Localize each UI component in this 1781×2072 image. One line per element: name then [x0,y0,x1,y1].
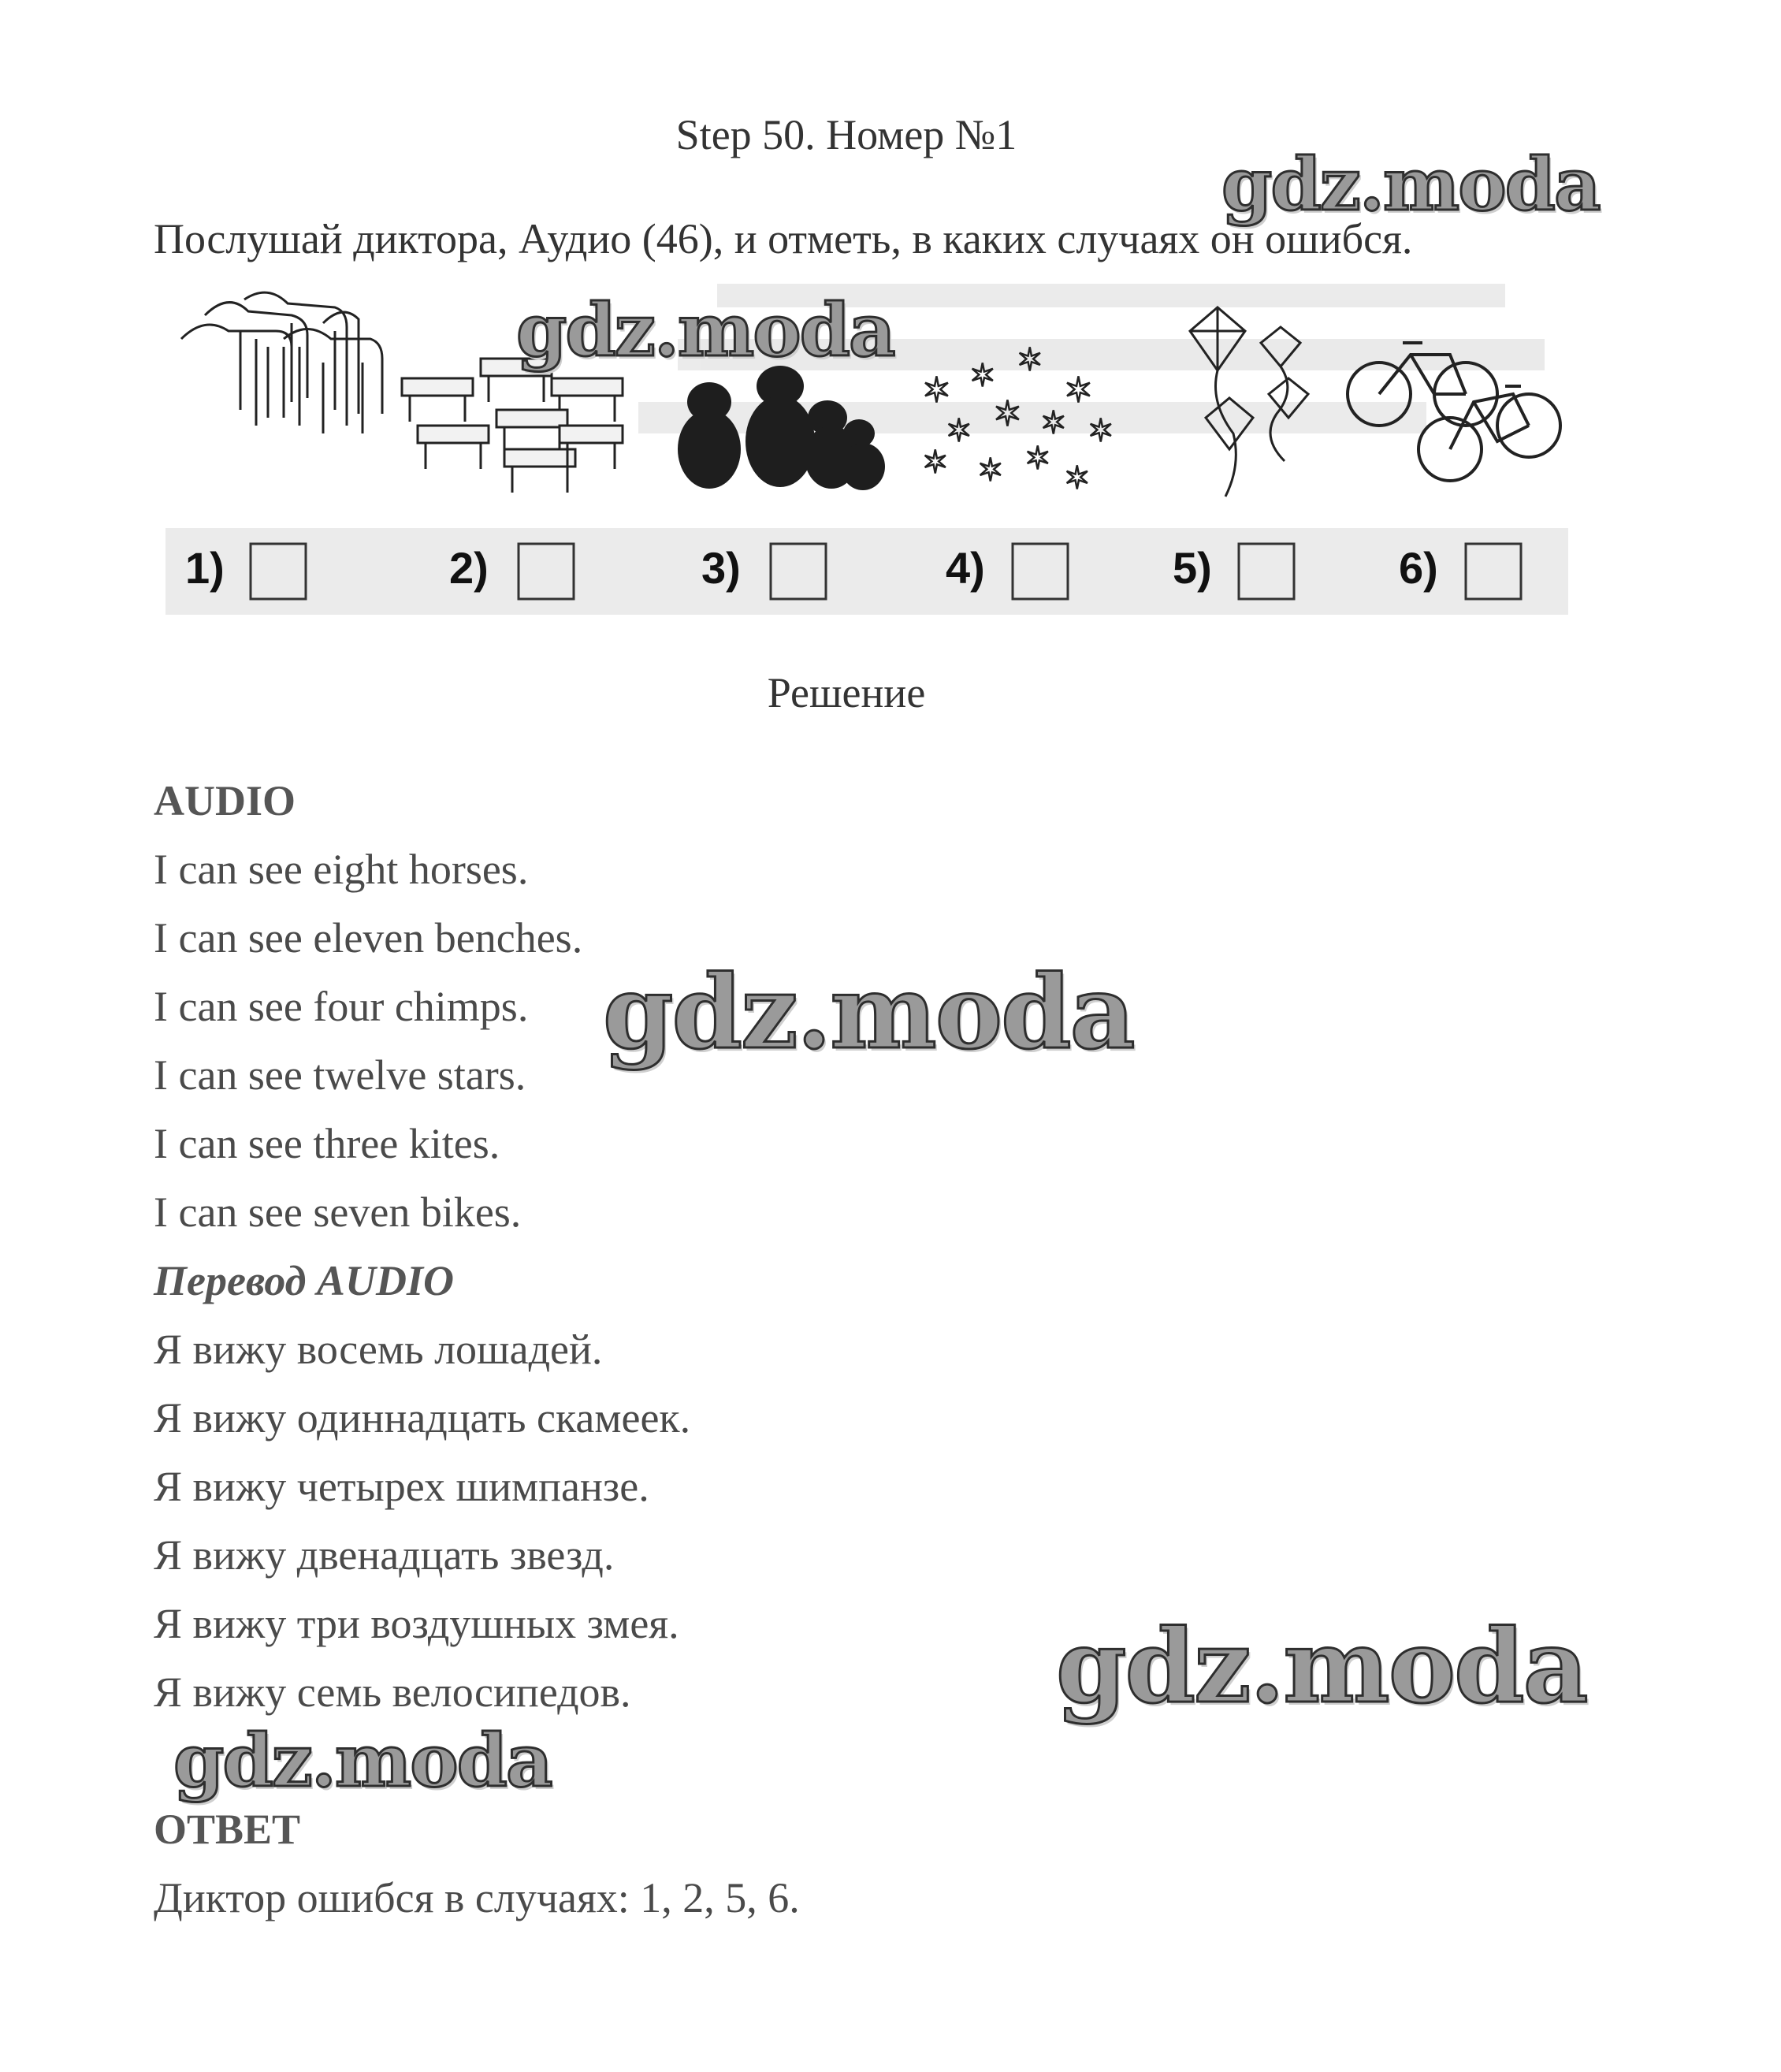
item-label-1: 1) [185,543,225,593]
watermark: gdz.moda [1056,1608,1587,1726]
translation-heading: Перевод AUDIO [154,1257,454,1304]
svg-text:✶: ✶ [922,371,951,410]
item-label-5: 5) [1173,543,1212,593]
audio-line: I can see eight horses. [154,846,529,893]
watermark: gdz.moda [516,288,894,373]
audio-line: I can see eleven benches. [154,914,583,962]
audio-line: I can see three kites. [154,1120,500,1167]
solution-heading: Решение [767,669,926,716]
item-label-2: 2) [449,543,489,593]
svg-text:✶: ✶ [969,358,996,393]
answer-heading: ОТВЕТ [154,1806,301,1853]
svg-text:✶: ✶ [946,413,972,448]
svg-text:✶: ✶ [1017,342,1043,378]
translation-line: Я вижу восемь лошадей. [154,1326,603,1373]
answer-text: Диктор ошибся в случаях: 1, 2, 5, 6. [154,1874,800,1921]
svg-text:✶: ✶ [1064,371,1093,410]
translation-line: Я вижу одиннадцать скамеек. [154,1394,691,1441]
watermark: gdz.moda [603,954,1134,1072]
svg-text:✶: ✶ [1064,460,1091,496]
translation-line: Я вижу двенадцать звезд. [154,1531,615,1579]
watermark: gdz.moda [173,1718,552,1803]
svg-text:✶: ✶ [993,395,1022,433]
audio-line: I can see four chimps. [154,983,529,1030]
item-label-3: 3) [701,543,741,593]
svg-text:✶: ✶ [977,452,1004,488]
item-label-4: 4) [946,543,985,593]
audio-line: I can see seven bikes. [154,1189,522,1236]
translation-line: Я вижу три воздушных змея. [154,1600,679,1647]
svg-text:✶: ✶ [1040,405,1067,441]
audio-line: I can see twelve stars. [154,1051,526,1099]
item-label-6: 6) [1399,543,1438,593]
svg-text:✶: ✶ [1024,441,1051,476]
svg-text:✶: ✶ [1088,413,1114,448]
translation-line: Я вижу семь велосипедов. [154,1668,631,1716]
svg-text:✶: ✶ [922,445,949,480]
audio-heading: AUDIO [154,777,296,824]
translation-line: Я вижу четырех шимпанзе. [154,1463,649,1510]
task-instruction: Послушай диктора, Аудио (46), и отметь, в каких случаях он ошибся. [154,215,1413,262]
watermark: gdz.moda [1221,142,1600,227]
page-title: Step 50. Номер №1 [675,111,1017,158]
